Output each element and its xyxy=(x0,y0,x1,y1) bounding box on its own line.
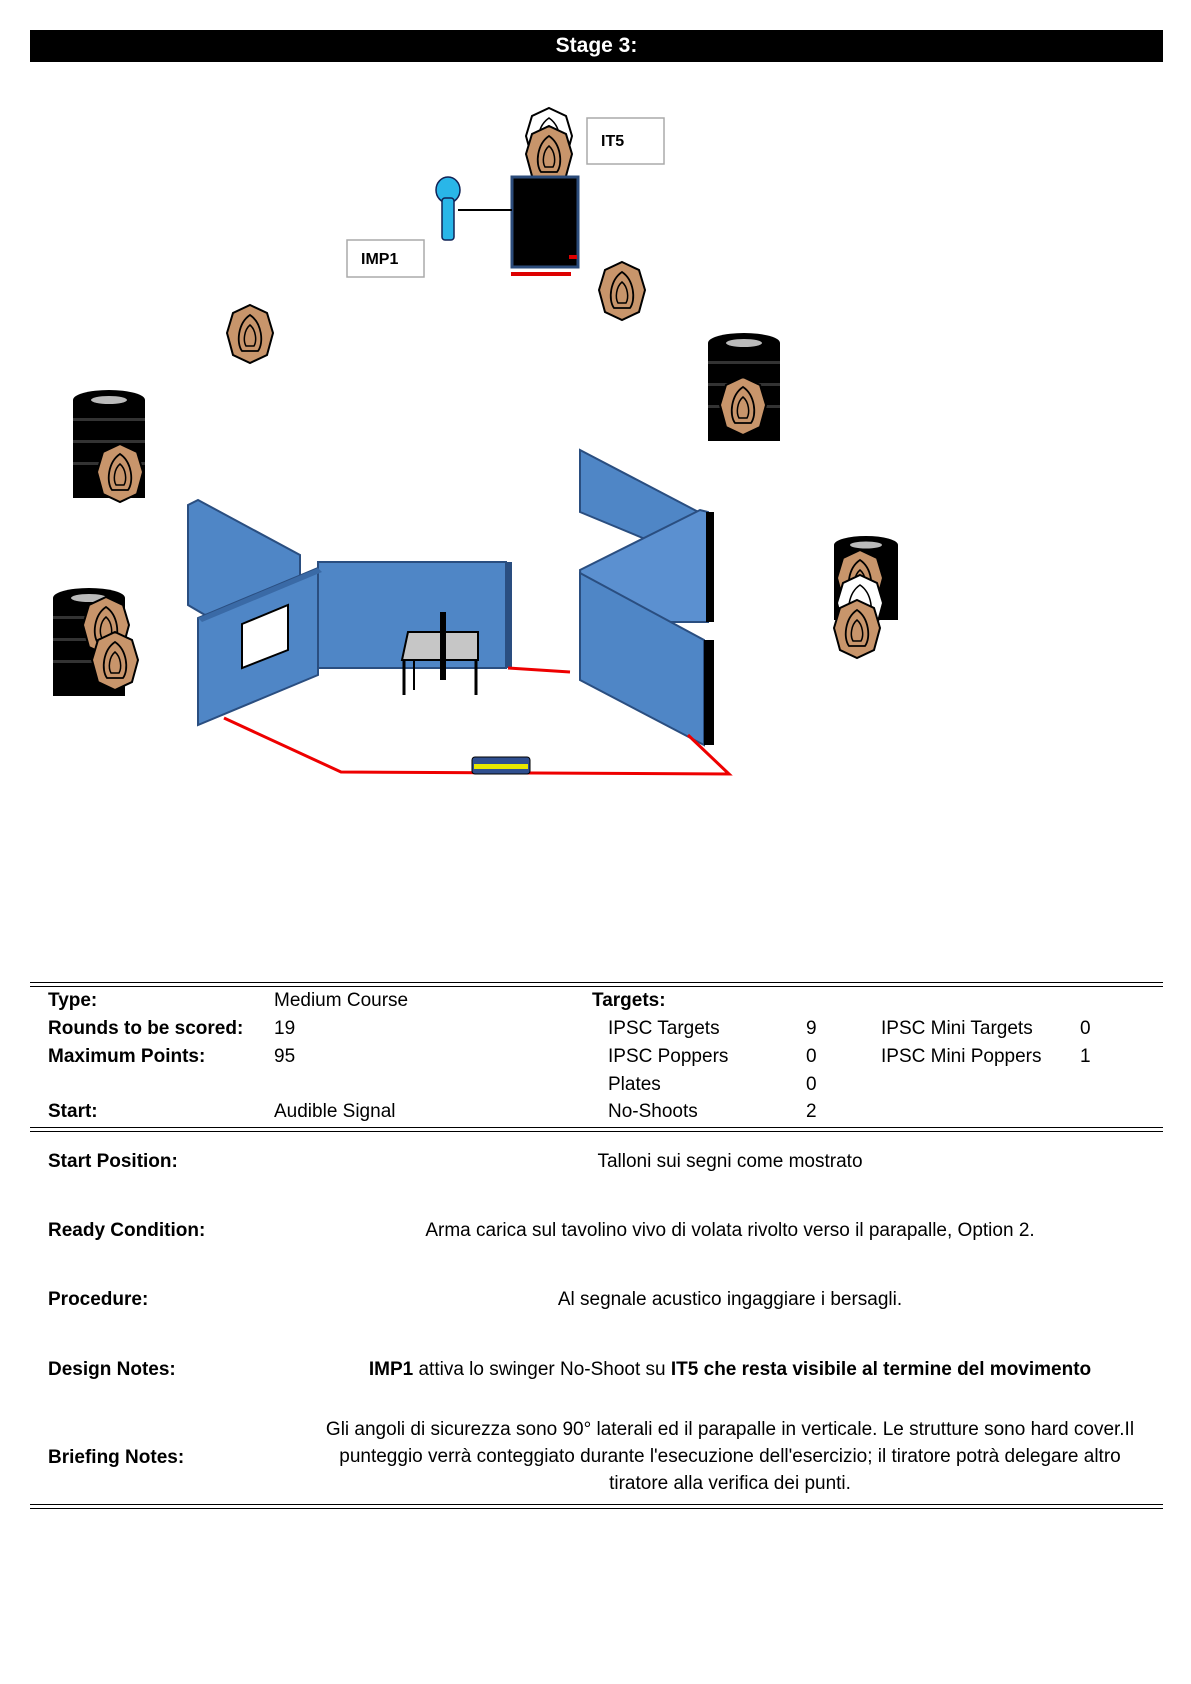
ready-condition-value: Arma carica sul tavolino vivo di volata rivolto verso il parapalle, Option 2. xyxy=(425,1220,1035,1241)
mini-target-count: 0 xyxy=(1080,1018,1091,1039)
rounds-label: Rounds to be scored: xyxy=(48,1018,244,1039)
briefing-notes-label: Briefing Notes: xyxy=(48,1447,185,1468)
design-notes-text: attiva lo swinger No-Shoot su xyxy=(413,1359,671,1380)
barrel-stack xyxy=(834,536,898,658)
mini-popper xyxy=(436,177,460,240)
start-position-label: Start Position: xyxy=(48,1151,178,1172)
design-notes-value xyxy=(320,1356,1140,1383)
start-value: Audible Signal xyxy=(274,1101,396,1122)
barrel-stack xyxy=(53,588,138,696)
target-count: 2 xyxy=(806,1101,817,1122)
targets-label: Targets: xyxy=(592,990,666,1011)
design-notes-label: Design Notes: xyxy=(48,1359,176,1380)
mini-target-count: 1 xyxy=(1080,1046,1091,1067)
start-position-value: Talloni sui segni come mostrato xyxy=(597,1151,863,1172)
start-position-marker xyxy=(472,757,530,774)
points-label: Maximum Points: xyxy=(48,1046,206,1067)
stage-diagram xyxy=(0,62,1191,942)
divider xyxy=(30,1127,1163,1132)
procedure-value: Al segnale acustico ingaggiare i bersagli. xyxy=(557,1289,903,1310)
ready-condition-label: Ready Condition: xyxy=(48,1220,206,1241)
summary-section xyxy=(30,982,1163,1132)
target-type: Plates xyxy=(608,1074,661,1095)
it5-label: IT5 xyxy=(601,133,625,150)
type-value: Medium Course xyxy=(274,990,409,1011)
points-value: 95 xyxy=(274,1046,296,1067)
stage-title: Stage 3: xyxy=(30,30,1163,62)
mini-target-type: IPSC Mini Targets xyxy=(881,1018,1033,1039)
target-type: No-Shoots xyxy=(608,1101,698,1122)
bottom-divider xyxy=(30,1504,1163,1509)
design-notes-it5: IT5 che resta visibile al termine del movimento xyxy=(670,1359,1092,1380)
target xyxy=(227,305,273,363)
barrel-stack xyxy=(708,333,780,441)
start-label: Start: xyxy=(48,1101,98,1122)
rounds-value: 19 xyxy=(274,1018,296,1039)
target-count: 0 xyxy=(806,1046,817,1067)
no-shoot-swinger xyxy=(458,108,578,276)
mini-target-type: IPSC Mini Poppers xyxy=(881,1046,1042,1067)
target-type: IPSC Poppers xyxy=(608,1046,729,1067)
barrel-stack xyxy=(73,390,145,502)
target-count: 9 xyxy=(806,1018,817,1039)
briefing-notes-value: Gli angoli di sicurezza sono 90° laterali ed il parapalle in verticale. Le strutture sono hard cover.Il punteggio verrà conteggiato durante l'esecuzione dell'esercizio; il tiratore potrà delegare altro tiratore alla verifica dei punti. xyxy=(325,1419,1135,1494)
procedure-label: Procedure: xyxy=(48,1289,149,1310)
target-type: IPSC Targets xyxy=(608,1018,720,1039)
type-label: Type: xyxy=(48,990,98,1011)
target-count: 0 xyxy=(806,1074,817,1095)
design-notes-imp1: IMP1 xyxy=(368,1359,414,1380)
target xyxy=(599,262,645,320)
imp1-label: IMP1 xyxy=(361,251,399,268)
walls xyxy=(188,450,714,745)
